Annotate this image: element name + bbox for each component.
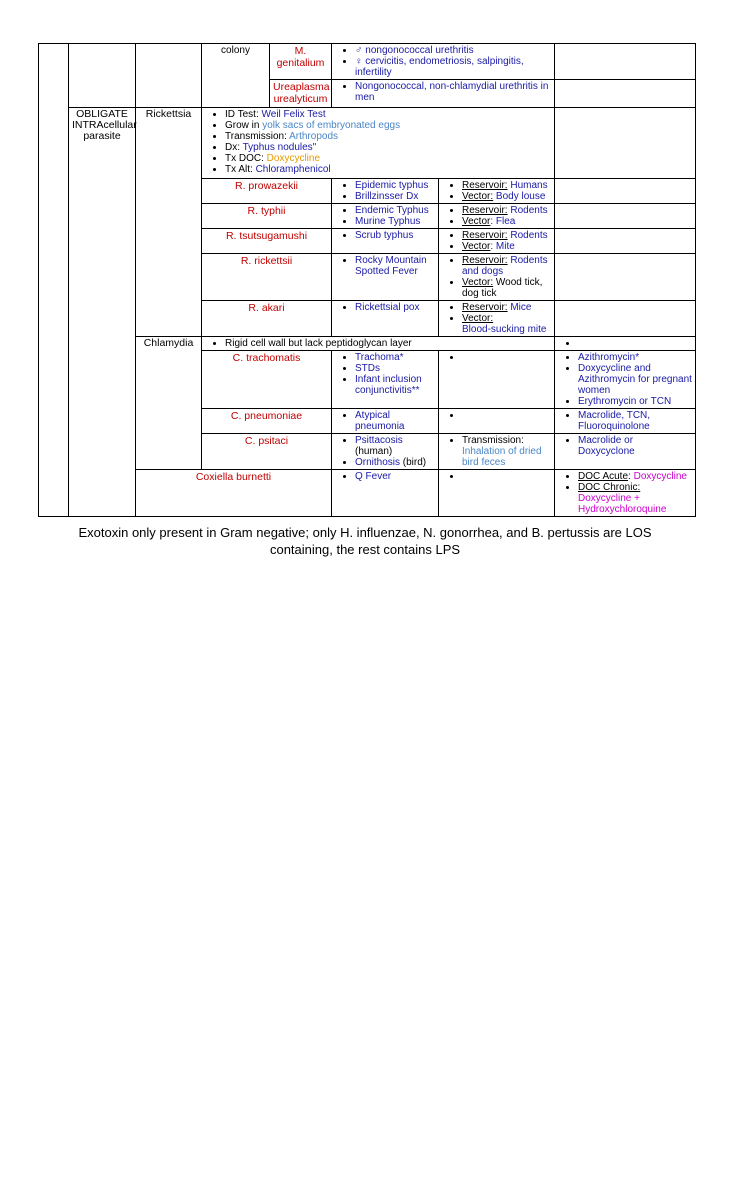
organism-r-typhii: R. typhii bbox=[202, 204, 332, 229]
treatment-cell-empty bbox=[555, 254, 696, 301]
diseases-coxiella bbox=[332, 470, 439, 517]
treatment-cell-empty bbox=[555, 204, 696, 229]
treatment-cell-empty bbox=[555, 179, 696, 204]
treatment-cell-empty bbox=[555, 108, 696, 179]
disease-item: • Psittacosis (human) bbox=[355, 435, 435, 457]
disease-item: • Ornithosis (bird) bbox=[355, 457, 435, 468]
obligate-intracellular-label: OBLIGATE INTRAcellular parasite bbox=[69, 108, 136, 517]
organism-r-tsutsugamushi: R. tsutsugamushi bbox=[202, 229, 332, 254]
left-margin-cell bbox=[39, 44, 69, 517]
vector-item: • Vector: Body louse bbox=[462, 191, 551, 202]
diseases-r-akari bbox=[332, 301, 439, 337]
feature-item: • Grow in yolk sacs of embryonated eggs bbox=[225, 120, 551, 131]
disease-item: • STDs bbox=[355, 363, 435, 374]
feature-item: • Rigid cell wall but lack peptidoglycan layer bbox=[225, 338, 551, 349]
diseases-ureaplasma bbox=[332, 80, 555, 108]
treatment-cell-empty bbox=[555, 80, 696, 108]
reservoir-cell-bullet bbox=[439, 470, 555, 517]
rickettsia-features bbox=[202, 108, 555, 179]
reservoir-item: • Reservoir: Rodents bbox=[462, 205, 551, 216]
reservoir-vector-r-typhii bbox=[439, 204, 555, 229]
disease-item: • Infant inclusion conjunctivitis** bbox=[355, 374, 435, 396]
diseases-m-genitalium bbox=[332, 44, 555, 80]
diseases-r-typhii bbox=[332, 204, 439, 229]
organism-c-psitaci: C. psitaci bbox=[202, 434, 332, 470]
treatment-item: • Azithromycin* bbox=[578, 352, 692, 363]
chlamydia-feature bbox=[202, 337, 555, 351]
treatment-item: • Macrolide, TCN, Fluoroquinolone bbox=[578, 410, 692, 432]
vector-item: • Vector: Blood-sucking mite bbox=[462, 313, 551, 335]
organism-m-genitalium: M. genitalium bbox=[270, 44, 332, 80]
disease-item: • Murine Typhus bbox=[355, 216, 435, 227]
row-chlamydia bbox=[39, 337, 696, 351]
feature-item: • Dx: Typhus nodules" bbox=[225, 142, 551, 153]
feature-item: • Transmission: Arthropods bbox=[225, 131, 551, 142]
treatment-item: • Doxycycline and Azithromycin for pregnant women bbox=[578, 363, 692, 396]
feature-item: • ID Test: Weil Felix Test bbox=[225, 109, 551, 120]
row-coxiella bbox=[39, 470, 696, 517]
disease-item: • Atypical pneumonia bbox=[355, 410, 435, 432]
feature-item: • Tx Alt: Chloramphenicol bbox=[225, 164, 551, 175]
reservoir-vector-r-akari bbox=[439, 301, 555, 337]
reservoir-vector-r-tsutsugamushi bbox=[439, 229, 555, 254]
transmission-c-psitaci bbox=[439, 434, 555, 470]
organism-c-pneumoniae: C. pneumoniae bbox=[202, 409, 332, 434]
reservoir-cell-bullet bbox=[439, 409, 555, 434]
reservoir-vector-r-prowazekii bbox=[439, 179, 555, 204]
reservoir-item: • Reservoir: Mice bbox=[462, 302, 551, 313]
reservoir-cell-bullet bbox=[439, 351, 555, 409]
reservoir-item: • Reservoir: Humans bbox=[462, 180, 551, 191]
empty-bullet bbox=[462, 352, 551, 363]
organism-c-trachomatis: C. trachomatis bbox=[202, 351, 332, 409]
disease-item: • Scrub typhus bbox=[355, 230, 435, 241]
disease-item: • Brillzinsser Dx bbox=[355, 191, 435, 202]
reservoir-item: • Reservoir: Rodents and dogs bbox=[462, 255, 551, 277]
disease-item: • Rocky Mountain Spotted Fever bbox=[355, 255, 435, 277]
reservoir-vector-r-rickettsii bbox=[439, 254, 555, 301]
disease-item: • Endemic Typhus bbox=[355, 205, 435, 216]
diseases-c-trachomatis bbox=[332, 351, 439, 409]
treatment-coxiella bbox=[555, 470, 696, 517]
treatment-cell-empty bbox=[555, 44, 696, 80]
vector-item: • Vector: Flea bbox=[462, 216, 551, 227]
genus-cell-empty bbox=[136, 44, 202, 108]
vector-item: • Vector: Mite bbox=[462, 241, 551, 252]
disease-item: • Trachoma* bbox=[355, 352, 435, 363]
treatment-c-trachomatis bbox=[555, 351, 696, 409]
treatment-cell-empty bbox=[555, 229, 696, 254]
footer-note: Exotoxin only present in Gram negative; only H. influenzae, N. gonorrhea, and B. pertussis are LOS containing, the rest contains LPS bbox=[78, 525, 652, 557]
diseases-c-psitaci bbox=[332, 434, 439, 470]
bacteria-table bbox=[38, 43, 696, 517]
treatment-c-psitaci bbox=[555, 434, 696, 470]
disease-item: • Rickettsial pox bbox=[355, 302, 435, 313]
treatment-item: • Macrolide or Doxycyclone bbox=[578, 435, 692, 457]
genus-rickettsia: Rickettsia bbox=[136, 108, 202, 337]
empty-bullet bbox=[462, 471, 551, 482]
row-rickettsia bbox=[39, 108, 696, 179]
organism-r-akari: R. akari bbox=[202, 301, 332, 337]
organism-r-prowazekii: R. prowazekii bbox=[202, 179, 332, 204]
disease-item: • Q Fever bbox=[355, 471, 435, 482]
colony-cell: colony bbox=[202, 44, 270, 108]
diseases-r-prowazekii bbox=[332, 179, 439, 204]
feature-item: • Tx DOC: Doxycycline bbox=[225, 153, 551, 164]
treatment-cell-bullet bbox=[555, 337, 696, 351]
transmission-item: • Transmission: Inhalation of dried bird feces bbox=[462, 435, 551, 468]
treatment-cell-empty bbox=[555, 301, 696, 337]
category-cell-empty bbox=[69, 44, 136, 108]
treatment-item: • DOC Acute: Doxycycline bbox=[578, 471, 692, 482]
disease-item: • ♂ nongonococcal urethritis bbox=[355, 45, 551, 56]
disease-item: • Nongonococcal, non-chlamydial urethritis in men bbox=[355, 81, 551, 103]
vector-item: • Vector: Wood tick, dog tick bbox=[462, 277, 551, 299]
treatment-item: • Erythromycin or TCN bbox=[578, 396, 692, 407]
genus-chlamydia: Chlamydia bbox=[136, 337, 202, 470]
treatment-item: • DOC Chronic: Doxycycline + Hydroxychloroquine bbox=[578, 482, 692, 515]
organism-coxiella: Coxiella burnetti bbox=[136, 470, 332, 517]
diseases-c-pneumoniae bbox=[332, 409, 439, 434]
diseases-r-rickettsii bbox=[332, 254, 439, 301]
disease-item: • ♀ cervicitis, endometriosis, salpingitis, infertility bbox=[355, 56, 551, 78]
treatment-c-pneumoniae bbox=[555, 409, 696, 434]
organism-r-rickettsii: R. rickettsii bbox=[202, 254, 332, 301]
organism-ureaplasma: Ureaplasma urealyticum bbox=[270, 80, 332, 108]
empty-bullet bbox=[462, 410, 551, 421]
diseases-r-tsutsugamushi bbox=[332, 229, 439, 254]
disease-item: • Epidemic typhus bbox=[355, 180, 435, 191]
reservoir-item: • Reservoir: Rodents bbox=[462, 230, 551, 241]
empty-bullet bbox=[578, 338, 692, 349]
row-m-genitalium bbox=[39, 44, 696, 80]
